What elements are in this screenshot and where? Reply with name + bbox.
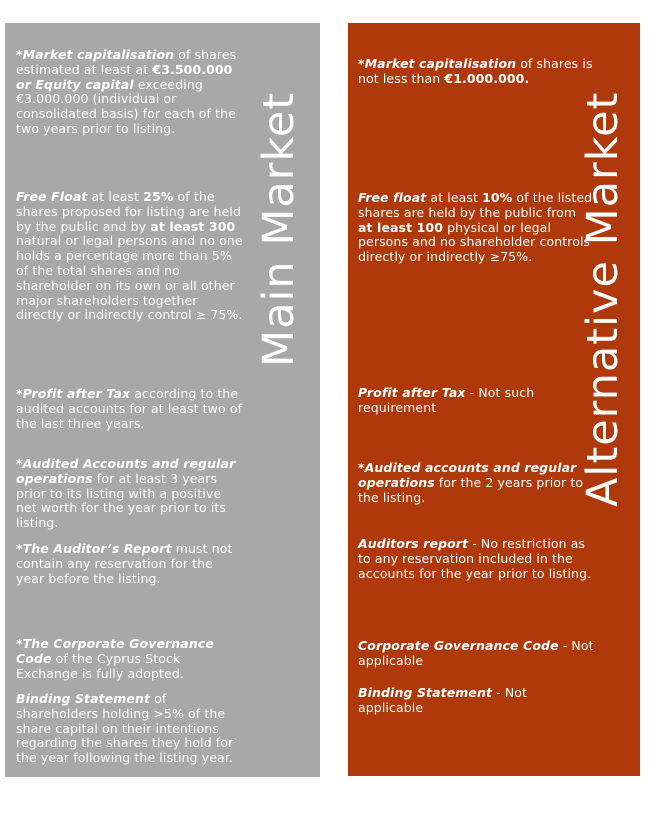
text-segment: Profit after Tax — [358, 385, 466, 400]
text-segment: *Audited Accounts and regular operations — [16, 456, 236, 486]
text-segment: of shares estimated at least at — [16, 47, 237, 77]
text-segment: - Not applicable — [358, 638, 594, 668]
text-segment: Binding Statement — [16, 691, 151, 706]
text-segment: must not contain any reservation for the year before the listing. — [16, 541, 233, 586]
text-segment: at least 300 — [150, 218, 236, 234]
text-segment: Free Float — [16, 189, 88, 204]
text-segment: Binding Statement — [358, 685, 493, 700]
text-segment: of shareholders holding >5% of the share capital on their intentions regarding the shares they hold for the year following the listing year. — [16, 691, 234, 766]
text-segment: exceeding €3.000.000 (individual or consolidated basis) for each of the two years prior to listing. — [16, 76, 236, 136]
requirement-block — [16, 457, 244, 531]
requirement-block — [358, 537, 594, 581]
text-segment: *Market capitalisation — [358, 56, 517, 71]
requirement-block — [16, 190, 244, 323]
requirement-block — [358, 686, 594, 716]
requirement-block — [358, 57, 594, 87]
main-market-panel — [5, 23, 320, 777]
text-segment: €3.500.000 — [152, 61, 233, 77]
alternative-market-panel — [348, 23, 640, 776]
text-segment: *The Auditor’s Report — [16, 541, 172, 556]
text-segment: of the shares proposed for listing are held by the public and by — [16, 189, 241, 234]
text-segment: of the Cyprus Stock Exchange is fully adopted. — [16, 650, 184, 681]
requirement-block — [16, 637, 244, 681]
text-segment: *Market capitalisation — [16, 47, 175, 62]
requirement-block — [358, 191, 594, 265]
text-segment: at least — [87, 189, 144, 204]
text-segment: 25% — [143, 189, 174, 204]
requirement-block — [16, 542, 244, 586]
text-segment: for the 2 years prior to the listing. — [358, 474, 584, 505]
text-segment: Corporate Governance Code — [358, 638, 559, 653]
text-segment: *Audited accounts and regular operations — [358, 460, 577, 490]
text-segment: according to the audited accounts for at least two of the last three years. — [16, 386, 243, 431]
text-segment: of shares is not less than — [358, 56, 593, 86]
text-segment: 10% — [482, 190, 513, 205]
requirement-block — [16, 48, 244, 137]
text-segment: at least 100 — [358, 219, 444, 235]
text-segment: *Profit after Tax — [16, 386, 131, 401]
requirement-block — [358, 461, 594, 505]
text-segment: or Equity capital — [16, 76, 134, 92]
requirement-block — [16, 692, 244, 766]
text-segment: Free float — [358, 190, 427, 205]
text-segment: - No restriction as to any reservation included in the accounts for the year prior to listing. — [358, 536, 592, 581]
text-segment: - Not such requirement — [358, 385, 535, 415]
text-segment: for at least 3 years prior to its listing with a positive net worth for the year prior to its listing. — [16, 470, 227, 531]
requirement-block — [358, 639, 594, 669]
text-segment: €1.000.000. — [444, 70, 530, 86]
main-market-title: Main Market — [254, 91, 304, 367]
text-segment: - Not applicable — [358, 685, 528, 715]
requirement-block — [16, 387, 244, 431]
alternative-market-title: Alternative Market — [578, 91, 628, 507]
text-segment: of the listed shares are held by the public from — [358, 190, 593, 220]
text-segment: at least — [426, 190, 483, 205]
text-segment: *The Corporate Governance Code — [16, 636, 214, 666]
text-segment: physical or legal persons and no shareholder controls directly or indirectly ≥75%. — [358, 219, 591, 265]
text-segment: Auditors report — [358, 536, 469, 551]
text-segment: natural or legal persons and no one holds a percentage more than 5% of the total shares and no shareholder on its own or all other major shareholders together directly or indirectly control ≥ 75%. — [16, 233, 243, 323]
requirement-block — [358, 386, 594, 416]
